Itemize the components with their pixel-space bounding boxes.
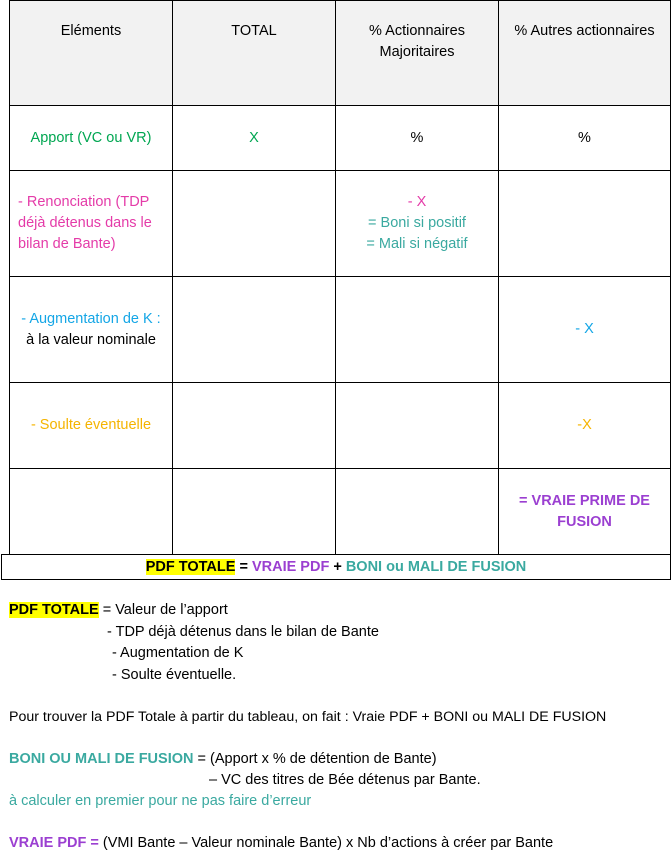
table-row <box>10 171 671 277</box>
boni-hint: à calculer en premier pour ne pas faire d’erreur <box>9 793 312 809</box>
vraie-pdf-line <box>9 833 553 854</box>
cell-apport-maj: % <box>336 106 499 171</box>
vraie-pdf-label: VRAIE PDF = <box>9 835 99 851</box>
boni-line <box>9 749 437 770</box>
cell-empty <box>336 469 499 555</box>
cell-empty <box>173 469 336 555</box>
pdf-totale-eq: = Valeur de l’apport <box>102 602 228 618</box>
box-boni-mali: BONI ou MALI DE FUSION <box>345 559 527 575</box>
pdf-totale-highlight: PDF TOTALE <box>145 559 236 575</box>
header-autres: % Autres actionnaires <box>499 1 671 106</box>
box-vraie-pdf: VRAIE PDF <box>251 559 330 575</box>
pdf-totale-item: - Soulte éventuelle. <box>112 667 237 683</box>
renonciation-minus-x: - X <box>407 194 427 210</box>
table-header-row <box>10 1 671 106</box>
augmentation-label: - Augmentation de K : <box>21 310 161 327</box>
vraie-pdf-eq: (VMI Bante – Valeur nominale Bante) x Nb d’actions à créer par Bante <box>102 835 554 851</box>
cell-empty <box>336 277 499 383</box>
boni-eq: = (Apport x % de détention de Bante) <box>197 751 437 767</box>
cell-empty <box>336 383 499 469</box>
box-eq: = <box>239 559 248 575</box>
table-row <box>10 106 671 171</box>
table-row <box>10 469 671 555</box>
cell-empty <box>173 277 336 383</box>
header-elements: Eléments <box>10 1 173 106</box>
cell-augmentation-autres: - X <box>499 277 671 383</box>
table-row <box>10 277 671 383</box>
cell-renonciation: - Renonciation (TDP déjà détenus dans le bilan de Bante) <box>10 171 173 277</box>
cell-soulte-autres: -X <box>499 383 671 469</box>
pdf-totale-line <box>9 600 228 621</box>
boni-si-positif: = Boni si positif <box>368 215 466 231</box>
cell-empty <box>173 383 336 469</box>
table-row <box>10 383 671 469</box>
mali-si-negatif: = Mali si négatif <box>366 236 468 252</box>
augmentation-rest: à la valeur nominale <box>26 331 156 348</box>
cell-apport: Apport (VC ou VR) <box>10 106 173 171</box>
cell-empty <box>173 171 336 277</box>
boni-label: BONI OU MALI DE FUSION <box>9 751 194 767</box>
formula-box <box>1 554 671 580</box>
pdf-totale-label: PDF TOTALE <box>9 602 99 618</box>
cell-vraie-prime: = VRAIE PRIME DE FUSION <box>499 469 671 555</box>
cell-empty <box>10 469 173 555</box>
cell-renonciation-maj <box>336 171 499 277</box>
box-plus: + <box>333 559 342 575</box>
cell-augmentation <box>10 277 173 383</box>
cell-apport-total: X <box>173 106 336 171</box>
pdf-totale-item: - Augmentation de K <box>112 645 244 661</box>
pdf-totale-item: - TDP déjà détenus dans le bilan de Bante <box>107 624 379 640</box>
cell-soulte: - Soulte éventuelle <box>10 383 173 469</box>
trouver-line: Pour trouver la PDF Totale à partir du tableau, on fait : Vraie PDF + BONI ou MALI DE FUSION <box>9 709 607 725</box>
header-majoritaires: % Actionnaires Majoritaires <box>336 1 499 106</box>
merger-table <box>9 0 671 555</box>
cell-empty <box>499 171 671 277</box>
cell-apport-autres: % <box>499 106 671 171</box>
header-total: TOTAL <box>173 1 336 106</box>
boni-line-2: – VC des titres de Bée détenus par Bante. <box>209 772 481 788</box>
